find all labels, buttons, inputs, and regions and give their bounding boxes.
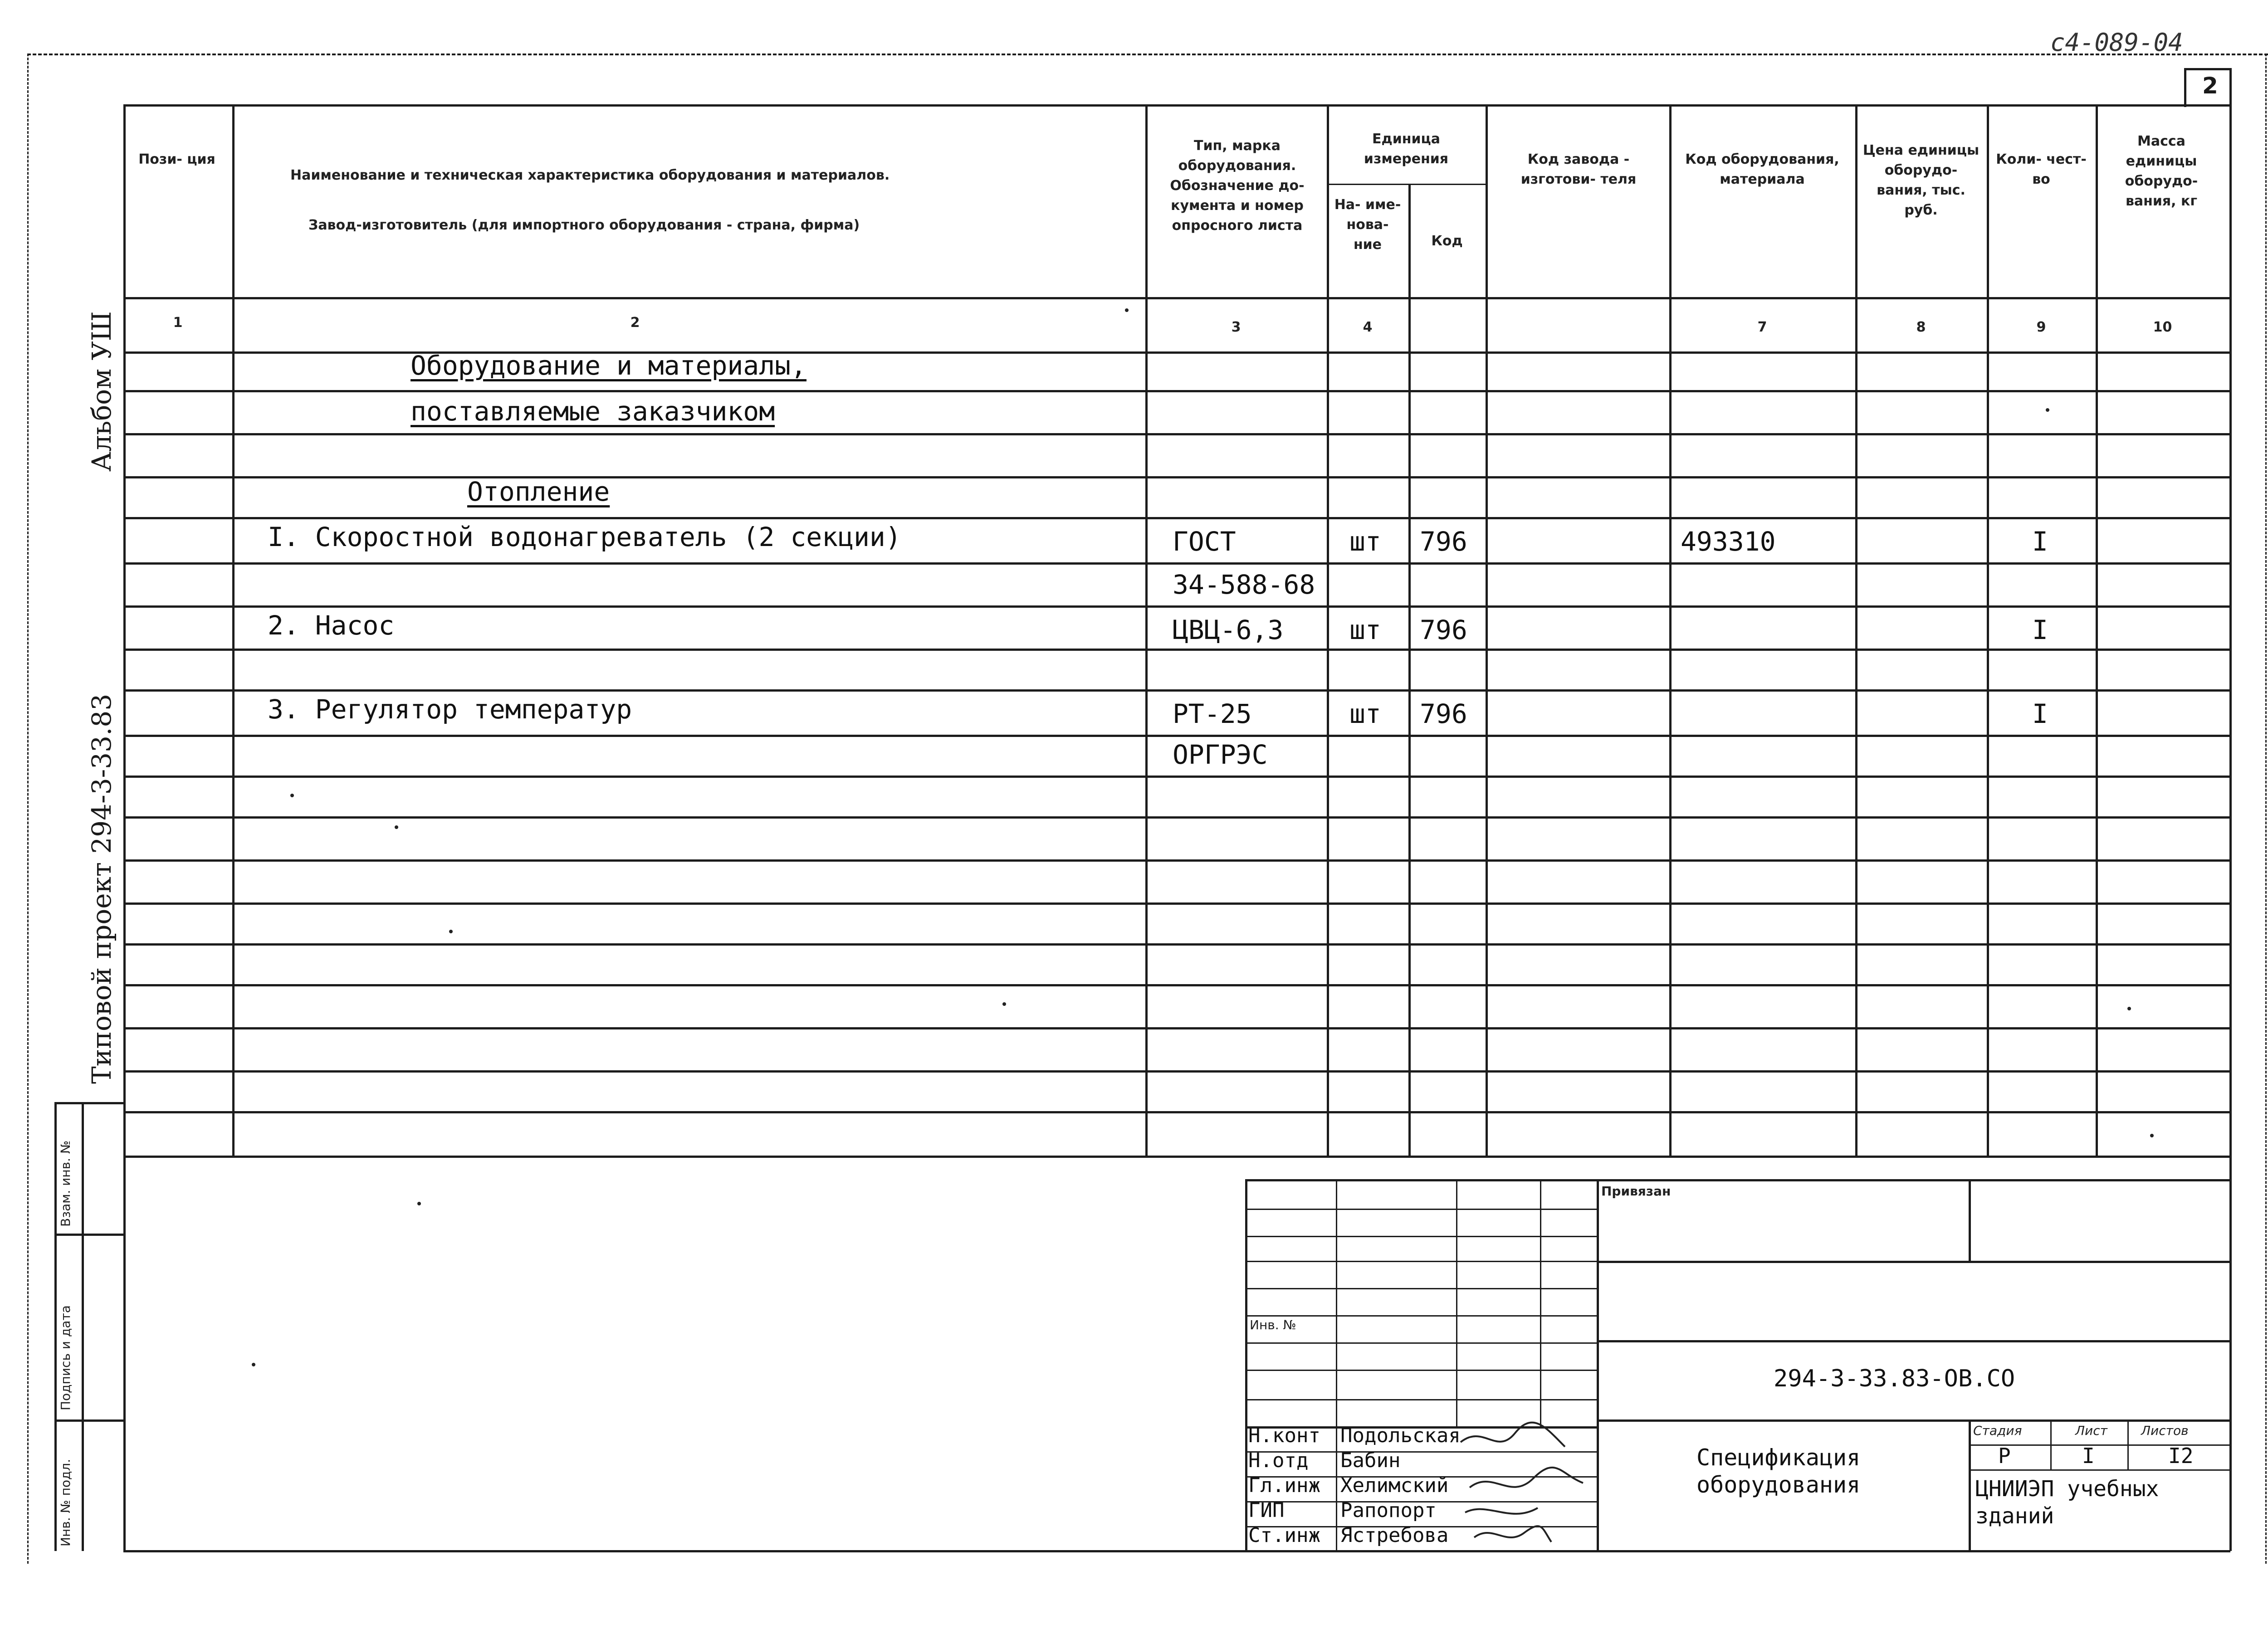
tb-name-2: Хелимский	[1340, 1474, 1449, 1497]
col-line-6	[1669, 104, 1672, 1156]
row-line	[123, 1070, 2230, 1073]
row-line	[123, 902, 2230, 905]
tb-name-0: Подольская	[1340, 1424, 1461, 1447]
col-line-2	[1145, 104, 1148, 1156]
header-top-line	[123, 104, 2230, 107]
colnum-2: 2	[630, 315, 640, 331]
row-line	[123, 1027, 2230, 1029]
header-position: Пози- ция	[138, 151, 215, 167]
tb-row	[1245, 1315, 1597, 1317]
row-line	[123, 476, 2230, 478]
item1-qty: I	[2032, 526, 2048, 557]
colnum-8: 8	[1916, 319, 1926, 335]
tb-right-row2	[1597, 1340, 2229, 1342]
sheet-number: 2	[2202, 73, 2218, 99]
tb-title-line1: Спецификация	[1696, 1444, 1861, 1471]
row-line	[123, 943, 2230, 946]
tb-row	[1245, 1261, 1597, 1262]
signatures-scribble	[1456, 1415, 1601, 1551]
col-line-7	[1855, 104, 1857, 1156]
project-label: Типовой проект 294-3-33.83	[86, 693, 117, 1084]
header-price: Цена единицы оборудо- вания, тыс. руб.	[1862, 142, 1980, 218]
frame-left-line	[27, 54, 29, 1564]
colnum-7: 7	[1757, 319, 1767, 335]
colnum-4: 4	[1363, 319, 1373, 335]
header-equip-code: Код оборудования, материала	[1685, 151, 1839, 187]
tb-title-line2: оборудования	[1696, 1472, 1861, 1498]
header-unit-name: На- име- нова- ние	[1334, 197, 1401, 253]
tb-inv-no: Инв. №	[1250, 1317, 1296, 1332]
tb-sheets-label: Листов	[2141, 1423, 2189, 1438]
stamp-label-inv: Инв. № подл.	[58, 1458, 73, 1546]
tb-role-4: Ст.инж	[1248, 1524, 1320, 1547]
tb-name-3: Рапопорт	[1340, 1499, 1437, 1522]
header-plant-code: Код завода - изготови- теля	[1520, 151, 1637, 187]
unit-split-line	[1327, 184, 1486, 185]
album-label: Альбом УШ	[86, 311, 117, 472]
tb-right-row1	[1597, 1261, 2229, 1263]
corner-code: с4-089-04	[2050, 28, 2183, 57]
tb-col-a	[1336, 1179, 1337, 1551]
item1-code: 796	[1420, 526, 1467, 557]
stamp-line-2	[54, 1234, 125, 1236]
item3-type1: РТ-25	[1173, 698, 1252, 729]
item2-unit: шт	[1349, 615, 1381, 645]
subsection-title: Отопление	[467, 476, 610, 507]
tb-stage-col1	[2050, 1419, 2052, 1469]
scan-speck	[449, 930, 453, 933]
section-title-2: поставляемые заказчиком	[411, 396, 775, 427]
col-line-1	[232, 104, 235, 1156]
tb-stage-row2	[1969, 1469, 2229, 1471]
scan-speck	[2046, 408, 2049, 412]
item3-type2: ОРГРЭС	[1173, 739, 1268, 770]
item3-code: 796	[1420, 698, 1467, 729]
tb-row	[1245, 1370, 1597, 1371]
sheet-number-box-left	[2184, 68, 2186, 107]
row-line	[123, 859, 2230, 862]
sheet-number-box-top	[2184, 68, 2230, 70]
tb-stage-value: Р	[1998, 1444, 2011, 1468]
row-line	[123, 984, 2230, 986]
stamp-label-vzam: Взам. инв. №	[58, 1140, 73, 1227]
header-name-line1: Наименование и техническая характеристика оборудования и материалов.	[290, 167, 890, 183]
row-line	[123, 735, 2230, 737]
header-unit-code: Код	[1431, 233, 1463, 249]
tb-org-line2: зданий	[1975, 1503, 2054, 1529]
scan-speck	[2150, 1134, 2154, 1137]
tb-row	[1245, 1236, 1597, 1237]
row-line	[123, 605, 2230, 608]
scan-speck	[395, 825, 398, 829]
row-line-last	[123, 1156, 2230, 1158]
tb-col-b	[1456, 1179, 1457, 1426]
colnum-9: 9	[2036, 319, 2046, 335]
item2-qty: I	[2032, 615, 2048, 645]
col-line-3	[1327, 104, 1329, 1156]
tb-row	[1245, 1288, 1597, 1289]
col-line-8	[1987, 104, 1989, 1156]
scan-speck	[252, 1363, 255, 1366]
colnum-3: 3	[1231, 319, 1241, 335]
tb-stage-split	[1969, 1419, 1971, 1551]
row-line	[123, 649, 2230, 651]
item3-name: 3. Регулятор температур	[268, 694, 632, 725]
item2-type: ЦВЦ-6,3	[1173, 615, 1284, 645]
section-title-1: Оборудование и материалы,	[411, 350, 807, 381]
tb-role-0: Н.конт	[1248, 1424, 1320, 1447]
stamp-left	[54, 1102, 57, 1551]
scan-speck	[417, 1202, 421, 1205]
tb-sheet-label: Лист	[2075, 1423, 2107, 1438]
stamp-mid	[82, 1102, 84, 1551]
tb-org-line1: ЦНИИЭП учебных	[1975, 1476, 2159, 1502]
colnum-1: 1	[173, 315, 183, 331]
tb-role-2: Гл.инж	[1248, 1474, 1320, 1497]
tb-role-1: Н.отд	[1248, 1449, 1309, 1472]
item1-equip: 493310	[1681, 526, 1776, 557]
tb-right-row3	[1597, 1419, 2229, 1422]
item1-type2: 34-588-68	[1173, 569, 1315, 600]
scan-speck	[1002, 1002, 1006, 1006]
col-line-9	[2096, 104, 2098, 1156]
tb-stage-label: Стадия	[1973, 1423, 2022, 1438]
tb-privyazan: Привязан	[1601, 1184, 1671, 1199]
header-name-line2: Завод-изготовитель (для импортного оборудования - страна, фирма)	[308, 217, 860, 233]
col-line-5	[1486, 104, 1488, 1156]
tb-sheet-value: I	[2082, 1444, 2095, 1468]
table-right-border	[2229, 68, 2232, 1551]
item2-name: 2. Насос	[268, 610, 395, 641]
header-type: Тип, марка оборудования. Обозначение до- кумента и номер опросного листа	[1170, 138, 1305, 234]
scan-speck	[1125, 308, 1129, 312]
row-line	[123, 816, 2230, 819]
item1-unit: шт	[1349, 526, 1381, 557]
header-bottom-line	[123, 297, 2230, 299]
tb-name-4: Ястребова	[1340, 1524, 1449, 1547]
item3-qty: I	[2032, 698, 2048, 729]
item3-unit: шт	[1349, 698, 1381, 729]
stamp-label-sign: Подпись и дата	[58, 1305, 73, 1410]
tb-row	[1245, 1399, 1597, 1400]
tb-left-line	[1245, 1179, 1247, 1551]
stamp-line-1	[54, 1102, 125, 1104]
tb-row	[1245, 1209, 1597, 1210]
tb-doc-code: 294-3-33.83-ОВ.СО	[1774, 1365, 2015, 1392]
tb-sheets-value: I2	[2168, 1444, 2194, 1468]
tb-name-1: Бабин	[1340, 1449, 1401, 1472]
scan-speck	[290, 794, 294, 797]
row-line	[123, 562, 2230, 565]
row-line	[123, 776, 2230, 778]
table-bottom-border	[123, 1550, 2230, 1552]
item1-name: I. Скоростной водонагреватель (2 секции)	[268, 522, 901, 552]
item1-type1: ГОСТ	[1173, 526, 1236, 557]
scan-speck	[2127, 1007, 2131, 1010]
frame-right-line	[2265, 54, 2267, 1564]
tb-top-line	[1245, 1179, 2229, 1181]
row-line	[123, 433, 2230, 435]
row-line	[123, 689, 2230, 692]
item2-code: 796	[1420, 615, 1467, 645]
tb-col-c	[1540, 1179, 1541, 1426]
row-line	[123, 390, 2230, 392]
stamp-line-3	[54, 1419, 125, 1422]
tb-right-split	[1969, 1179, 1971, 1261]
tb-role-3: ГИП	[1248, 1499, 1285, 1522]
header-mass: Масса единицы оборудо- вания, кг	[2125, 133, 2198, 209]
header-unit: Единица измерения	[1364, 131, 1449, 167]
col-line-4	[1408, 184, 1411, 1156]
row-line	[123, 517, 2230, 519]
tb-row	[1245, 1342, 1597, 1344]
colnum-10: 10	[2153, 319, 2172, 335]
tb-stage-col2	[2127, 1419, 2129, 1469]
row-line	[123, 1111, 2230, 1113]
frame-top-line	[27, 54, 2268, 55]
header-qty: Коли- чест- во	[1996, 151, 2087, 187]
